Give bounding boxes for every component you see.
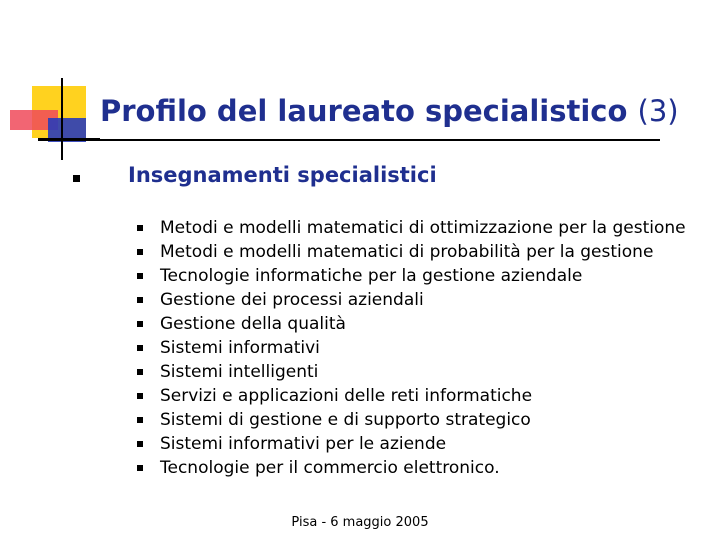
list-item-text: Gestione dei processi aziendali [160, 290, 424, 310]
list-bullet [137, 321, 143, 327]
list-item-text: Sistemi di gestione e di supporto strategico [160, 410, 531, 430]
list-item-text: Sistemi informativi per le aziende [160, 434, 447, 454]
slide-title-number: (3) [637, 94, 679, 128]
list-bullet [137, 297, 143, 303]
heading-bullet [73, 175, 80, 182]
section-heading: Insegnamenti specialistici [128, 163, 437, 187]
list-bullet [137, 441, 143, 447]
list-item-text: Sistemi intelligenti [160, 362, 319, 382]
list-bullet [137, 345, 143, 351]
list-bullet [137, 465, 143, 471]
slide-title [100, 94, 679, 128]
list-bullet [137, 225, 143, 231]
list-bullet [137, 417, 143, 423]
list-bullet [137, 393, 143, 399]
slide-footer: Pisa - 6 maggio 2005 [291, 515, 429, 530]
list-item-text: Servizi e applicazioni delle reti informatiche [160, 386, 533, 406]
list-item-text: Metodi e modelli matematici di ottimizzazione per la gestione [160, 218, 686, 238]
list-item-text: Metodi e modelli matematici di probabilità per la gestione [160, 242, 654, 262]
slide-logo-decoration [0, 0, 100, 170]
list-item-text: Gestione della qualità [160, 314, 346, 334]
list-bullet [137, 249, 143, 255]
list-item-text: Sistemi informativi [160, 338, 320, 358]
title-rule [38, 139, 660, 141]
list-item-text: Tecnologie informatiche per la gestione aziendale [160, 266, 583, 286]
list-item-text: Tecnologie per il commercio elettronico. [160, 458, 500, 478]
list-bullet [137, 369, 143, 375]
list-bullet [137, 273, 143, 279]
slide-title-text: Profilo del laureato specialistico [100, 94, 628, 128]
